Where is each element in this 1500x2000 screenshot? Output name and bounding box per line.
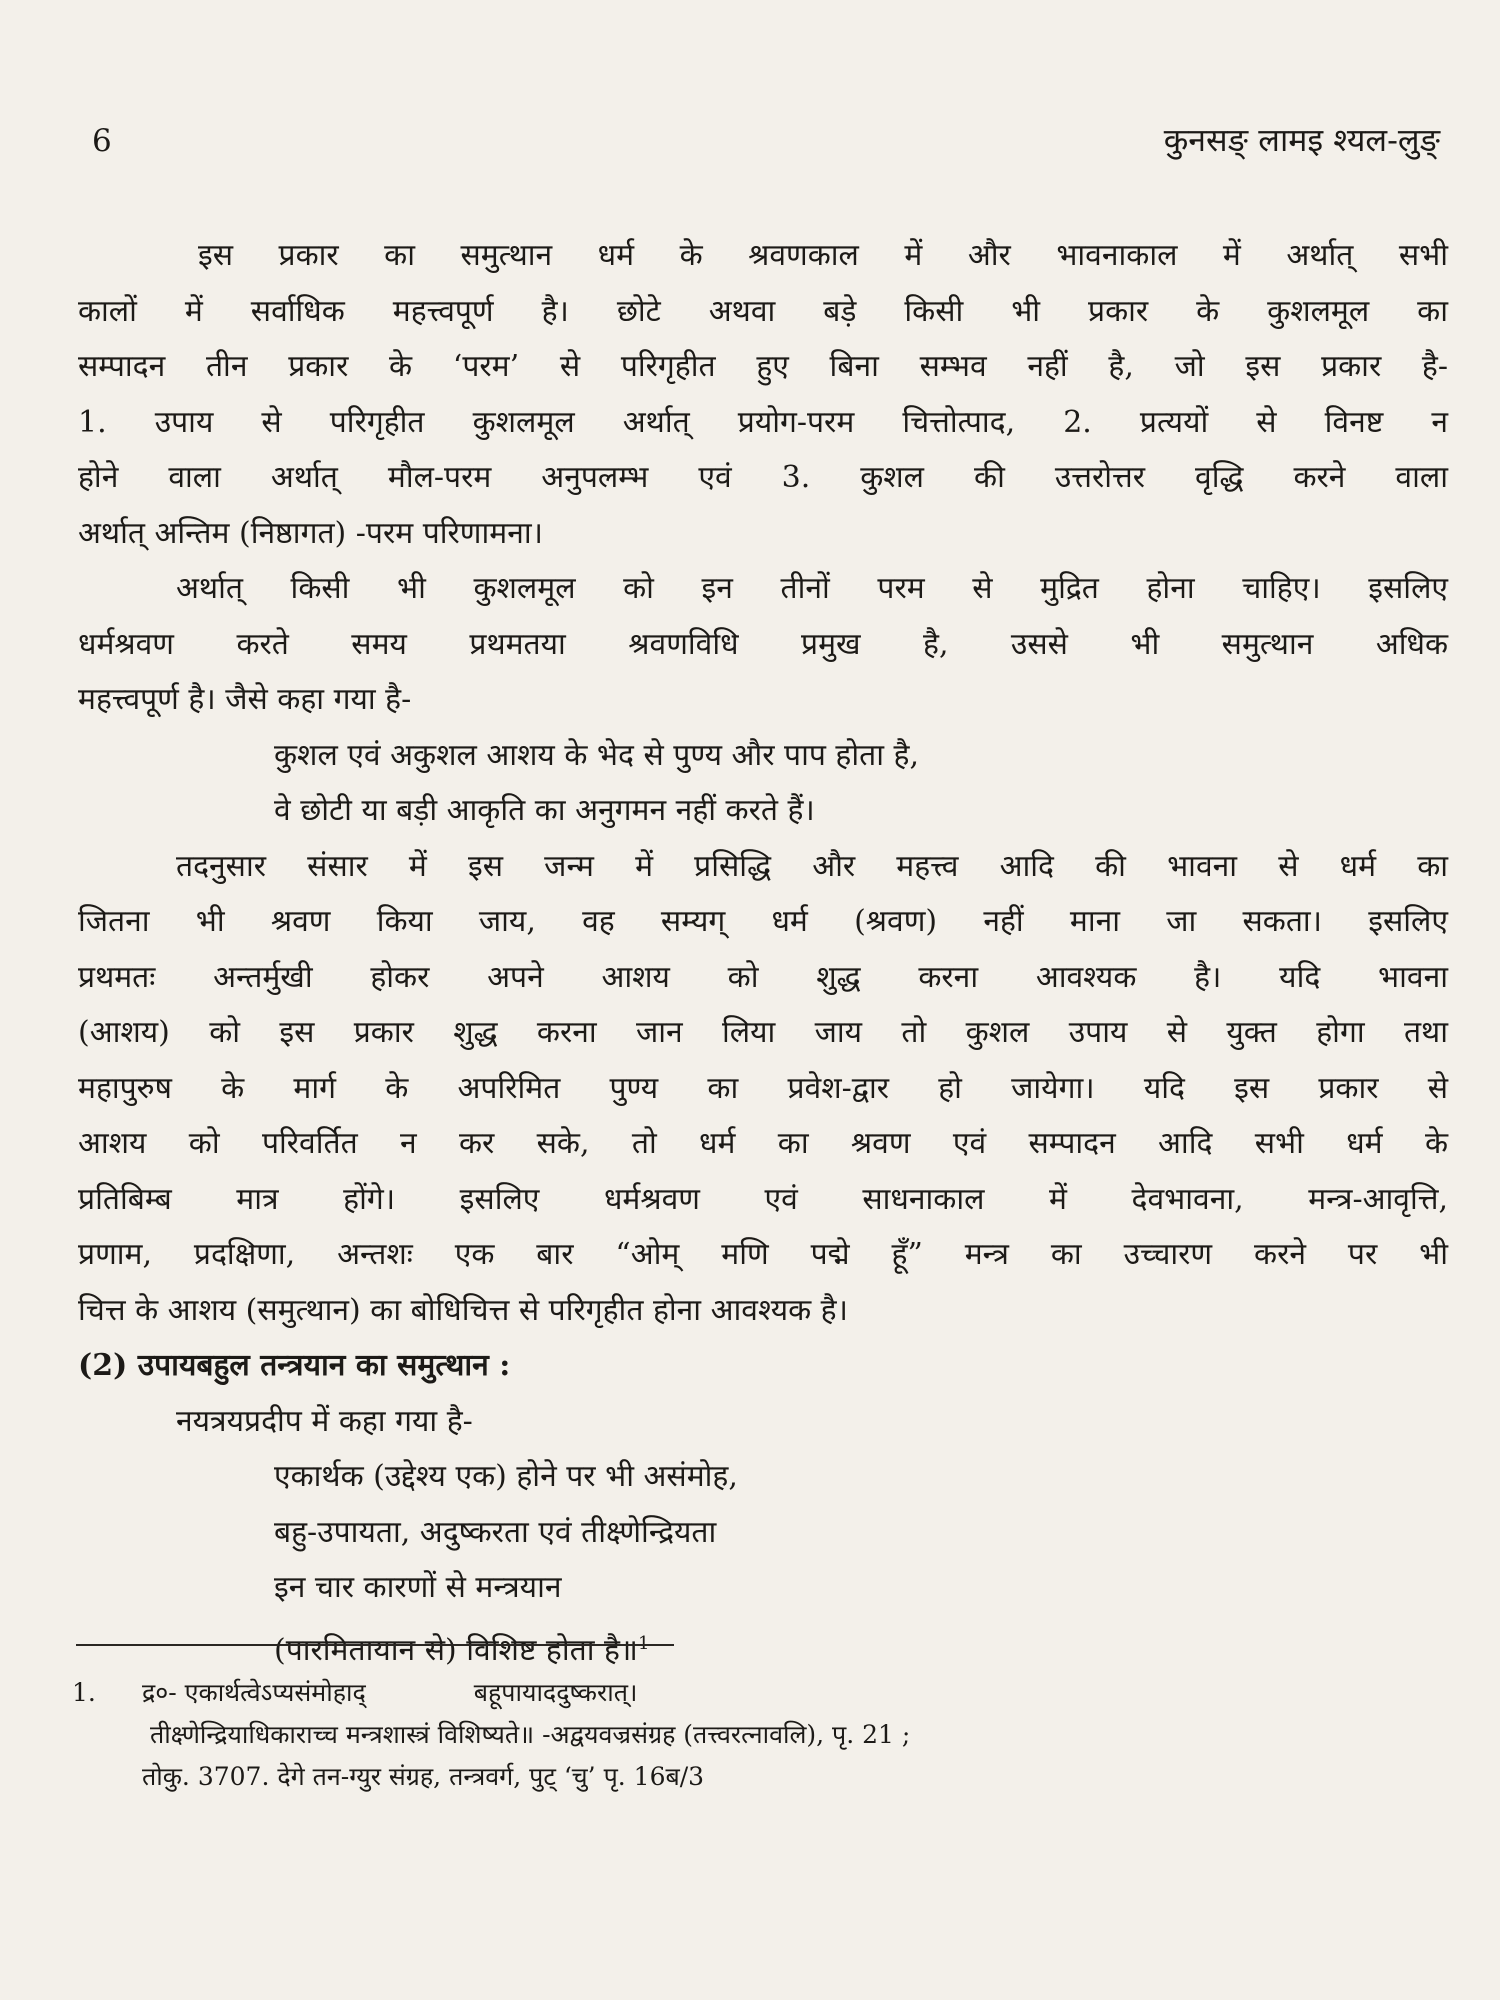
text-line: सम्पादन तीन प्रकार के ‘परम’ से परिगृहीत हुए बिना सम्भव नहीं है, जो इस प्रकार है- <box>78 349 1448 384</box>
text-line: नयत्रयप्रदीप में कहा गया है- <box>176 1403 473 1439</box>
footnote-reference[interactable]: 1 <box>637 1632 650 1654</box>
footnotes <box>72 1672 1462 1798</box>
quote-line: बहु-उपायता, अदुष्करता एवं तीक्ष्णेन्द्रियता <box>274 1514 717 1550</box>
quote-line-text: (पारमितायान से) विशिष्ट होता है॥ <box>274 1632 638 1668</box>
text-line: अर्थात् किसी भी कुशलमूल को इन तीनों परम से मुद्रित होना चाहिए। इसलिए <box>176 571 1448 606</box>
page-header <box>92 118 1440 161</box>
text-line: तदनुसार संसार में इस जन्म में प्रसिद्धि और महत्त्व आदि की भावना से धर्म का <box>176 848 1448 884</box>
footnote-text: द्र०- एकार्थत्वेऽप्यसंमोहाद् <box>142 1678 366 1707</box>
text-line: (आशय) को इस प्रकार शुद्ध करना जान लिया जाय तो कुशल उपाय से युक्त होगा तथा <box>78 1015 1448 1050</box>
text-line: प्रणाम, प्रदक्षिणा, अन्तशः एक बार “ओम् मणि पद्मे हूँ” मन्त्र का उच्चारण करने पर भी <box>78 1237 1448 1272</box>
text-line: इस प्रकार का समुत्थान धर्म के श्रवणकाल में और भावनाकाल में अर्थात् सभी <box>198 238 1448 273</box>
running-title: कुनसङ् लामइ श्यल-लुङ् <box>1163 121 1440 159</box>
text-line: चित्त के आशय (समुत्थान) का बोधिचित्त से परिगृहीत होना आवश्यक है। <box>78 1292 848 1328</box>
text-line: जितना भी श्रवण किया जाय, वह सम्यग् धर्म (श्रवण) नहीं माना जा सकता। इसलिए <box>78 904 1448 939</box>
footnote-text: बहूपायाददुष्करात्। <box>473 1678 638 1707</box>
text-line: प्रतिबिम्ब मात्र होंगे। इसलिए धर्मश्रवण एवं साधनाकाल में देवभावना, मन्त्र-आवृत्ति, <box>78 1181 1448 1217</box>
text-line: महापुरुष के मार्ग के अपरिमित पुण्य का प्रवेश-द्वार हो जायेगा। यदि इस प्रकार से <box>78 1070 1448 1106</box>
footnote-divider <box>76 1644 674 1646</box>
footnote-line <box>72 1672 1462 1714</box>
text-line: होने वाला अर्थात् मौल-परम अनुपलम्भ एवं 3. कुशल की उत्तरोत्तर वृद्धि करने वाला <box>78 460 1448 495</box>
text-line: धर्मश्रवण करते समय प्रथमतया श्रवणविधि प्रमुख है, उससे भी समुत्थान अधिक <box>78 626 1448 662</box>
text-line: आशय को परिवर्तित न कर सके, तो धर्म का श्रवण एवं सम्पादन आदि सभी धर्म के <box>78 1126 1448 1161</box>
quote-line: वे छोटी या बड़ी आकृति का अनुगमन नहीं करते हैं। <box>274 793 815 828</box>
text-line: अर्थात् अन्तिम (निष्ठागत) -परम परिणामना। <box>78 515 543 551</box>
text-line: प्रथमतः अन्तर्मुखी होकर अपने आशय को शुद्ध करना आवश्यक है। यदि भावना <box>78 959 1448 995</box>
quote-line: एकार्थक (उद्देश्य एक) होने पर भी असंमोह, <box>274 1459 738 1494</box>
footnote-line: तीक्ष्णेन्द्रियाधिकाराच्च मन्त्रशास्त्रं विशिष्यते॥ -अद्वयवज्रसंग्रह (तत्त्वरत्नावलि), पृ. 21 ; <box>150 1720 911 1749</box>
section-heading: (2) उपायबहुल तन्त्रयान का समुत्थान : <box>78 1348 511 1383</box>
page-number: 6 <box>92 123 112 159</box>
text-line: महत्त्वपूर्ण है। जैसे कहा गया है- <box>78 682 412 717</box>
footnote-line: तोकु. 3707. देगे तन-ग्युर संग्रह, तन्त्रवर्ग, पुट् ‘चु’ पृ. 16ब/3 <box>142 1762 705 1791</box>
text-line: कालों में सर्वाधिक महत्त्वपूर्ण है। छोटे अथवा बड़े किसी भी प्रकार के कुशलमूल का <box>78 293 1448 329</box>
quote-line: इन चार कारणों से मन्त्रयान <box>274 1570 562 1605</box>
footnote-number: 1. <box>72 1678 96 1707</box>
text-line: 1. उपाय से परिगृहीत कुशलमूल अर्थात् प्रयोग-परम चित्तोत्पाद, 2. प्रत्ययों से विनष्ट न <box>78 404 1448 440</box>
quote-line: कुशल एवं अकुशल आशय के भेद से पुण्य और पाप होता है, <box>274 737 919 773</box>
main-text <box>78 228 1448 1671</box>
